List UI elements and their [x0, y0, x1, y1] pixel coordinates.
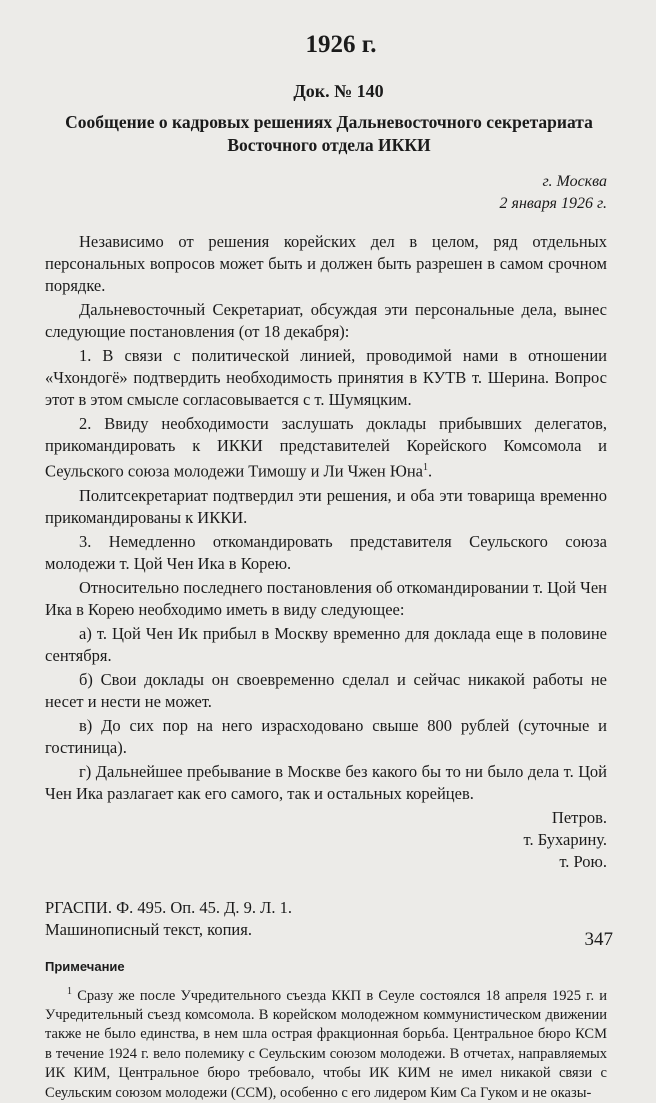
page-number: 347	[585, 929, 614, 951]
paragraph: Независимо от решения корейских дел в целом, ряд отдельных персональных вопросов может быть и должен быть разрешен в самом срочном порядке.	[45, 231, 607, 297]
archive-source	[45, 897, 607, 941]
paragraph: 3. Немедленно откомандировать представителя Сеульского союза молодежи т. Цой Чен Ика в Корею.	[45, 531, 607, 575]
paragraph: б) Свои доклады он своевременно сделал и сейчас никакой работы не несет и нести не может.	[45, 669, 607, 713]
paragraph: Относительно последнего постановления об откомандировании т. Цой Чен Ика в Корею необходимо иметь в виду следующее:	[45, 577, 607, 621]
document-type: Машинописный текст, копия.	[45, 919, 607, 941]
signatures	[45, 807, 607, 873]
footnote-mark: 1	[67, 986, 72, 997]
archive-reference: РГАСПИ. Ф. 495. Оп. 45. Д. 9. Л. 1.	[45, 897, 607, 919]
paragraph: а) т. Цой Чен Ик прибыл в Москву временно для доклада еще в половине сентября.	[45, 623, 607, 667]
document-body	[45, 231, 607, 805]
place-and-date	[45, 171, 607, 215]
document-title-line-1: Сообщение о кадровых решениях Дальневосточного секретариата	[51, 111, 607, 134]
document-place: г. Москва	[45, 171, 607, 193]
paragraph: в) До сих пор на него израсходовано свыше 800 рублей (суточные и гостиница).	[45, 715, 607, 759]
paragraph: Политсекретариат подтвердил эти решения, и оба эти товарища временно прикомандированы к ИККИ.	[45, 485, 607, 529]
footnote-text	[45, 982, 607, 1103]
document-number: Док. № 140	[45, 79, 607, 103]
paragraph: 1. В связи с политической линией, проводимой нами в отношении «Чхондогё» подтвердить необходимость принятия в КУТВ т. Шерина. Вопрос этот в этом смысле согласовывается с т. Шумяцким.	[45, 345, 607, 411]
paragraph-text: 2. Ввиду необходимости заслушать доклады прибывших делегатов, прикомандировать к ИККИ представителей Корейского Комсомола и Сеульского союза молодежи Тимошу и Ли Чжен Юна	[45, 414, 607, 481]
year-heading: 1926 г.	[45, 25, 607, 65]
paragraph: Дальневосточный Секретариат, обсуждая эти персональные дела, вынес следующие постановления (от 18 декабря):	[45, 299, 607, 343]
signature-author: Петров.	[45, 807, 607, 829]
document-page	[45, 25, 607, 1103]
document-title-line-2: Восточного отдела ИККИ	[51, 134, 607, 157]
document-title	[45, 111, 607, 157]
signature-addressee: т. Бухарину.	[45, 829, 607, 851]
paragraph: г) Дальнейшее пребывание в Москве без какого бы то ни было дела т. Цой Чен Ика разлагает как его самого, так и остальных корейцев.	[45, 761, 607, 805]
note-heading: Примечание	[45, 959, 607, 974]
document-date: 2 января 1926 г.	[45, 193, 607, 215]
paragraph-with-footnote: 2. Ввиду необходимости заслушать доклады прибывших делегатов, прикомандировать к ИККИ представителей Корейского Комсомола и Сеульского союза молодежи Тимошу и Ли Чжен Юна$^1$.	[45, 413, 607, 483]
footnote-body: Сразу же после Учредительного съезда ККП в Сеуле состоялся 18 апреля 1925 г. и Учредительный съезд комсомола. В корейском молодежном коммунистическом движении также не было единства, в нем шла острая фракционная борьба. Центральное бюро КСМ в течение 1924 г. вело полемику с Сеульским союзом молодежи. В отчетах, направляемых ИК КИМ, Центральное бюро требовало, чтобы ИК КИМ не имел никакой связи с Сеульским союзом молодежи (ССМ), особенно с его лидером Ким Са Гуком и не оказы-	[45, 987, 607, 1101]
signature-addressee: т. Рою.	[45, 851, 607, 873]
footnote-reference: 1	[423, 462, 428, 473]
